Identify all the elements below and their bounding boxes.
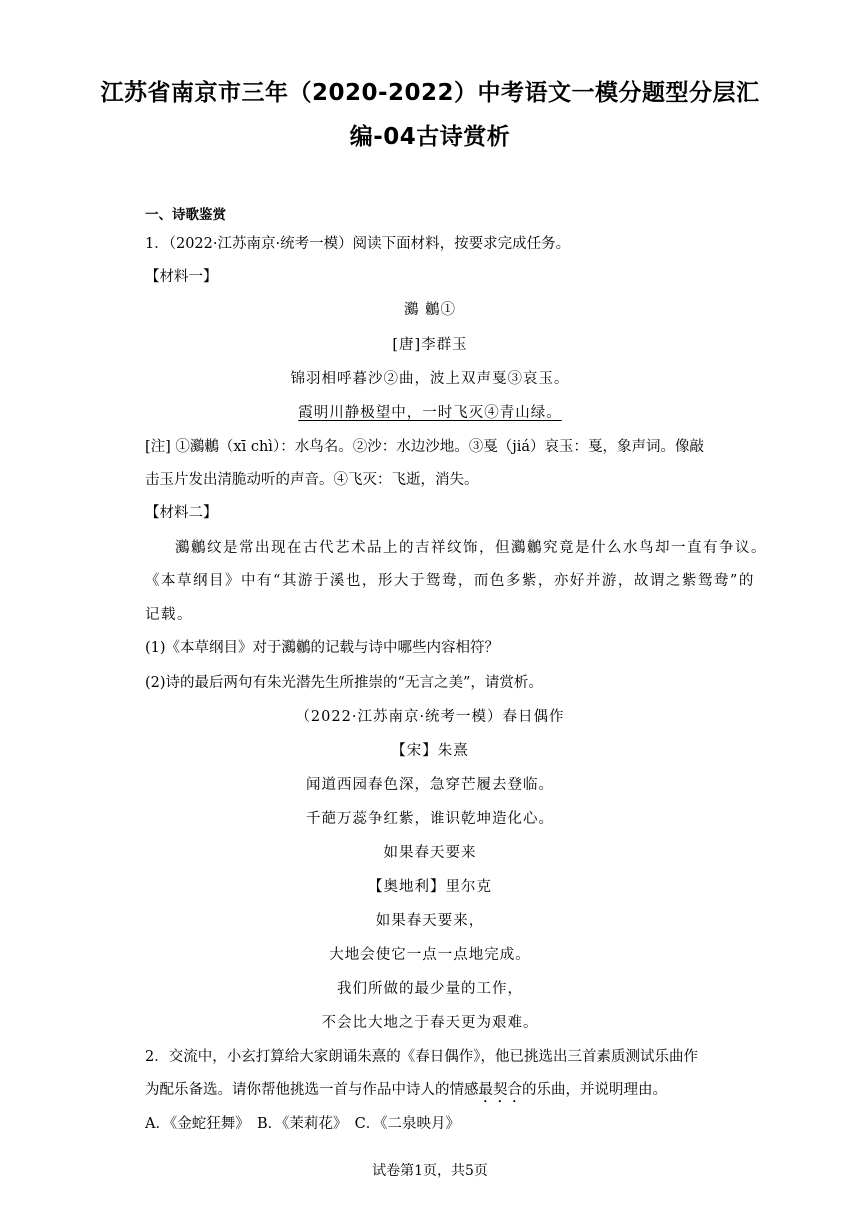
poem1-notes-line1: [注] ①鸂鶒（xī chì）：水鸟名。②沙：水边沙地。③戛（jiá）哀玉：戛，象声词。像敲 xyxy=(145,439,704,455)
poem3-line2: 大地会使它一点一点地完成。 xyxy=(329,947,531,963)
poem1-notes-line2: 击玉片发出清脆动听的声音。④飞灭：飞逝，消失。 xyxy=(145,472,479,488)
poem2-heading: （2022·江苏南京·统考一模）春日偶作 xyxy=(295,709,565,725)
poem3-author: 【奥地利】里尔克 xyxy=(368,879,492,895)
poem3-line3: 我们所做的最少量的工作， xyxy=(337,981,523,997)
page-footer: 试卷第1页，共5页 xyxy=(372,1163,488,1179)
material-1-label: 【材料一】 xyxy=(145,269,218,285)
question-2-line2-pre: 为配乐备选。请你帮他挑选一首与作品中诗人的情感 xyxy=(145,1082,479,1098)
poem1-line2 xyxy=(0,401,860,422)
poem2-line2: 千葩万蕊争红紫，谁识乾坤造化心。 xyxy=(306,811,554,827)
question-2-line2-post: 的乐曲，并说明理由。 xyxy=(522,1082,667,1098)
material-2-line1: 鸂鶒纹是常出现在古代艺术品上的吉祥纹饰，但鸂鶒究竟是什么水鸟却一直有争议。 xyxy=(175,540,767,556)
question-2-line1: 2．交流中，小玄打算给大家朗诵朱熹的《春日偶作》，他已挑选出三首素质测试乐曲作 xyxy=(145,1049,698,1065)
doc-title-line1: 江苏省南京市三年（2020-2022）中考语文一模分题型分层汇 xyxy=(100,80,760,106)
sub-question-1: (1)《本草纲目》对于鸂鶒的记载与诗中哪些内容相符？ xyxy=(145,640,500,656)
question-1-intro: 1．（2022·江苏南京·统考一模）阅读下面材料，按要求完成任务。 xyxy=(145,236,571,252)
material-2-label: 【材料二】 xyxy=(145,505,218,521)
question-2-line2 xyxy=(145,1078,667,1106)
poem1-line1: 锦羽相呼暮沙②曲，波上双声戛③哀玉。 xyxy=(290,371,570,387)
doc-title-line2: 编-04古诗赏析 xyxy=(349,124,511,150)
poem1-line2-text: 霞明川静极望中，一时飞灭④青山绿。 xyxy=(298,405,562,421)
material-2-line2: 《本草纲目》中有“其游于溪也，形大于鸳鸯，而色多紫，亦好并游，故谓之紫鸳鸯”的 xyxy=(145,573,755,589)
poem1-author: [唐]李群玉 xyxy=(392,337,468,353)
poem3-title: 如果春天要来 xyxy=(383,845,477,861)
poem2-author: 【宋】朱熹 xyxy=(391,743,469,759)
poem1-title: 鸂 鶒① xyxy=(403,302,457,318)
question-2-options: A．《金蛇狂舞》 B．《茉莉花》 C．《二泉映月》 xyxy=(145,1116,460,1132)
poem3-line1: 如果春天要来， xyxy=(375,913,485,929)
poem2-line1: 闻道西园春色深，急穿芒履去登临。 xyxy=(306,777,554,793)
material-2-line3: 记载。 xyxy=(145,607,193,623)
poem3-line4: 不会比大地之于春天更为艰难。 xyxy=(321,1015,539,1031)
section-heading: 一、诗歌鉴赏 xyxy=(145,207,226,223)
sub-question-2: (2)诗的最后两句有朱光潜先生所推崇的“无言之美”，请赏析。 xyxy=(145,675,543,691)
emphasis-dotted-text: 最契合 xyxy=(478,1082,522,1098)
